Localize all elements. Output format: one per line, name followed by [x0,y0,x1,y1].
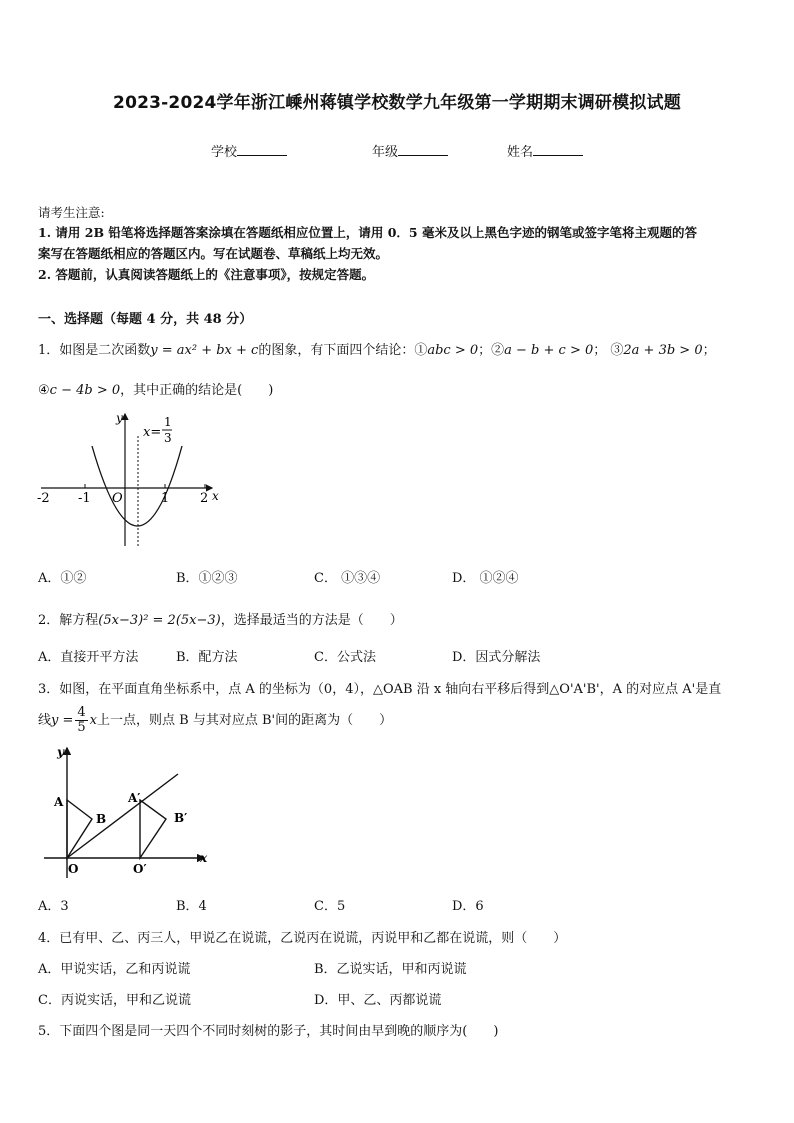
q1-x-label: x [212,489,219,503]
name-blank [533,143,583,156]
question-5: 5．下面四个图是同一天四个不同时刻树的影子，其时间由早到晚的顺序为( ) [38,1024,499,1039]
question-1-line-1 [38,339,716,358]
q1-tick-1: 1 [161,491,170,506]
q3-label-b: B [96,812,107,826]
q4-option-c: C．丙说实话，甲和乙说谎 [38,993,191,1008]
q1-axis-frac-den: 3 [164,431,172,445]
q3-option-b: B．4 [176,899,207,914]
q1-lead: 1．如图是二次函数 [38,343,151,358]
q3-label-o-prime: O′ [133,862,147,876]
q1-option-d: D． ①②④ [452,571,519,586]
grade-blank [398,143,448,156]
q1-conclusion-3: 2a + 3b > 0 [623,343,703,358]
q1-sep-2: ； ③ [593,343,624,358]
q2-equation: (5x−3)² = 2(5x−3) [98,613,221,628]
grade-field [372,141,448,160]
q1-tick-neg1: -1 [78,491,91,506]
q2-option-b: B．配方法 [176,650,238,665]
q1-axis-frac-num: 1 [164,415,172,429]
notice-heading: 请考生注意: [38,205,105,220]
q1-parabola [92,446,182,526]
question-3-line-2 [38,703,392,739]
question-3-line-1: 3．如图，在平面直角坐标系中，点 A 的坐标为（0，4），△OAB 沿 x 轴向右平移后得到△O'A'B'，A 的对应点 A'是直 [38,682,722,697]
notice-line-2: 案写在答题纸相应的答题区内。写在试题卷、草稿纸上均无效。 [38,246,389,261]
notice-line-3: 2. 答题前，认真阅读答题纸上的《注意事项》，按规定答题。 [38,267,375,282]
section-heading: 一、选择题（每题 4 分，共 48 分） [38,312,253,327]
q3-label-o: O [68,862,79,876]
q2-option-c: C．公式法 [314,650,376,665]
school-label: 学校 [211,145,238,160]
q1-function: y = ax² + bx + c [150,343,259,358]
q3-line2-lead: 线 [38,713,52,728]
q2-option-a: A．直接开平方法 [38,650,139,665]
q1-axis-eq: x= [143,425,162,440]
q4-option-a: A．甲说实话，乙和丙说谎 [38,962,191,977]
q1-option-c: C． ①③④ [314,571,381,586]
q2-lead: 2．解方程 [38,613,99,628]
q3-frac-num: 4 [77,705,86,720]
q3-label-b-prime: B′ [174,811,188,825]
q3-slope-fraction [75,706,87,735]
q2-tail: ，选择最适当的方法是（ ） [220,613,403,628]
school-blank [237,143,287,156]
q3-line-x: x [89,713,98,728]
q1-parabola-graph [36,406,226,554]
q3-frac-den: 5 [77,720,86,735]
q3-option-d: D．6 [452,899,484,914]
q3-triangle-oab-prime [140,800,166,858]
school-field [211,141,287,160]
page-title: 2023-2024学年浙江嵊州蒋镇学校数学九年级第一学期期末调研模拟试题 [113,93,681,113]
q3-y-label: y [57,745,64,759]
question-2 [38,609,403,628]
q1-option-b: B．①②③ [176,571,238,586]
q1-conclusion-4: c − 4b > 0 [49,383,121,398]
name-field [507,141,583,160]
q3-option-a: A．3 [38,899,69,914]
name-label: 姓名 [507,145,534,160]
q1-option-a: A．①② [38,571,87,586]
q2-option-d: D．因式分解法 [452,650,541,665]
question-1-line-2 [38,379,273,398]
q1-end-1: ； [702,343,716,358]
q1-conclusion-2: a − b + c > 0 [504,343,594,358]
q3-label-a-prime: A′ [128,791,141,805]
q1-sep-1: ；② [478,343,505,358]
q1-line2-lead: ④ [38,383,50,398]
q1-origin: O [112,491,123,506]
grade-label: 年级 [372,145,399,160]
q4-option-d: D．甲、乙、丙都说谎 [314,993,442,1008]
q3-x-label: x [200,851,208,865]
q3-label-a: A [54,795,64,809]
q3-line-eq: y = [51,713,74,728]
q3-option-c: C．5 [314,899,346,914]
q1-conclusion-1: abc > 0 [427,343,479,358]
q3-translation-graph [40,742,212,882]
question-4: 4．已有甲、乙、丙三人，甲说乙在说谎，乙说丙在说谎，丙说甲和乙都在说谎，则（ ） [38,931,567,946]
q1-y-label: y [116,411,123,425]
q1-tick-neg2: -2 [37,491,50,506]
q1-tick-2: 2 [200,491,209,506]
q4-option-b: B．乙说实话，甲和丙说谎 [314,962,467,977]
notice-line-1: 1. 请用 2B 铅笔将选择题答案涂填在答题纸相应位置上，请用 0．5 毫米及以上黑色字迹的钢笔或签字笔将主观题的答 [38,225,697,240]
q1-line2-end: ，其中正确的结论是( ) [120,383,274,398]
q1-mid: 的图象，有下面四个结论：① [258,343,428,358]
q3-line2-tail: 上一点，则点 B 与其对应点 B'间的距离为（ ） [97,713,393,728]
